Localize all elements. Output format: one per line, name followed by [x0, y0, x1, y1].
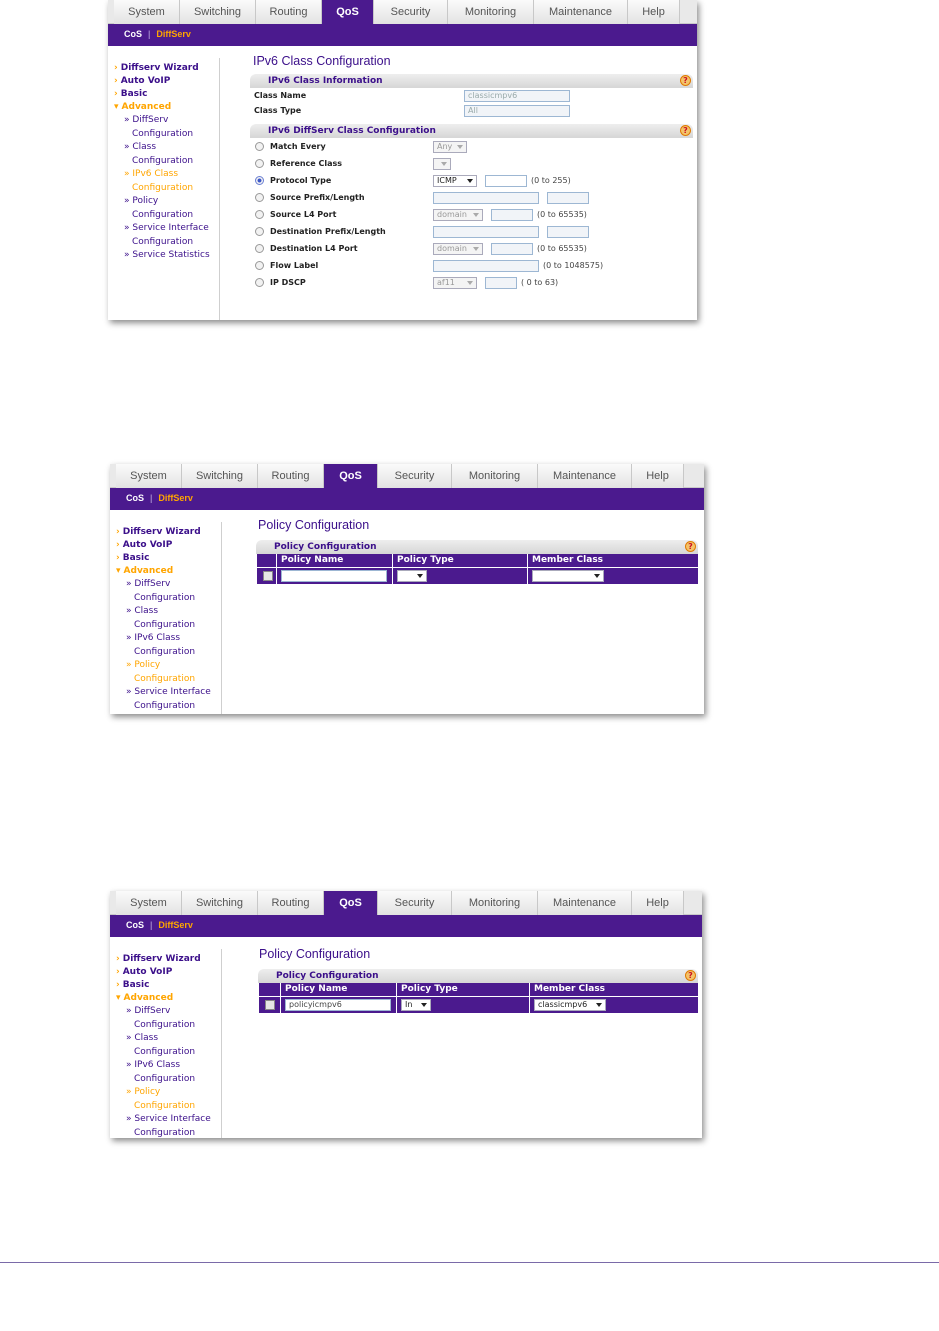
chevron-down-icon	[596, 1003, 602, 1007]
member-class-cell	[528, 567, 699, 584]
reference-class-label: Reference Class	[270, 159, 343, 168]
sidebar-item-service-interface-cont[interactable]: Configuration	[132, 236, 194, 247]
sidebar-item-policy-config[interactable]: » Policy	[126, 1087, 161, 1097]
section-header	[250, 74, 693, 88]
dest-l4-select[interactable]: domain	[433, 243, 483, 255]
source-prefix-row	[250, 189, 693, 206]
class-name-field: classicmpv6	[464, 90, 570, 102]
policy-name-header: Policy Name	[277, 554, 393, 567]
ipv6-diffserv-class-section	[250, 124, 693, 291]
policy-config-section	[256, 540, 698, 584]
source-l4-row	[250, 206, 693, 223]
sidebar-item-class-config[interactable]: » Class	[126, 1033, 159, 1043]
class-type-label: Class Type	[254, 106, 302, 115]
sidebar	[110, 522, 222, 714]
policy-type-header: Policy Type	[393, 554, 528, 567]
policy-config-filled-screenshot	[110, 891, 702, 1138]
dest-l4-radio[interactable]	[255, 244, 264, 253]
tab-system[interactable]: System	[114, 0, 180, 24]
reference-class-radio[interactable]	[255, 159, 264, 168]
source-l4-select[interactable]: domain	[433, 209, 483, 221]
table-header-row	[259, 983, 699, 996]
class-type-row	[250, 103, 693, 118]
table-row	[257, 567, 699, 584]
section-title: Policy Configuration	[274, 542, 377, 552]
subnav-cos[interactable]: CoS	[126, 493, 144, 503]
main-tab-bar	[110, 464, 704, 488]
tab-maintenance[interactable]: Maintenance	[538, 464, 632, 488]
tab-switching[interactable]: Switching	[182, 891, 258, 915]
flow-label-label: Flow Label	[270, 261, 319, 270]
member-class-header: Member Class	[530, 983, 699, 996]
section-title: IPv6 DiffServ Class Configuration	[268, 126, 436, 136]
sub-navigation	[110, 488, 704, 510]
page-title: IPv6 Class Configuration	[253, 54, 391, 68]
sidebar-item-auto-voip[interactable]: › Auto VoIP	[116, 967, 173, 977]
chevron-down-icon	[417, 574, 423, 578]
sidebar-item-service-statistics[interactable]: » Service Statistics	[124, 250, 210, 260]
row-select-cell	[259, 996, 281, 1013]
member-class-header: Member Class	[528, 554, 699, 567]
sidebar-item-diffserv-config-cont[interactable]: Configuration	[132, 128, 194, 139]
ip-dscp-row	[250, 274, 693, 291]
sidebar-item-diffserv-config[interactable]: » DiffServ	[124, 115, 169, 125]
tab-switching[interactable]: Switching	[180, 0, 256, 24]
sidebar-item-service-interface-cont[interactable]: Configuration	[134, 700, 196, 711]
dest-l4-label: Destination L4 Port	[270, 244, 358, 253]
sub-navigation	[108, 24, 697, 46]
subnav-diffserv[interactable]: DiffServ	[158, 493, 193, 503]
row-checkbox[interactable]	[263, 571, 273, 581]
chevron-down-icon	[467, 179, 473, 183]
policy-type-cell	[393, 567, 528, 584]
help-icon[interactable]: ?	[685, 970, 696, 981]
sidebar-item-diffserv-config[interactable]: » DiffServ	[126, 579, 171, 589]
sidebar-item-advanced[interactable]: ▾ Advanced	[114, 102, 172, 112]
tab-switching[interactable]: Switching	[182, 464, 258, 488]
dest-prefix-row	[250, 223, 693, 240]
subnav-diffserv[interactable]: DiffServ	[156, 29, 191, 39]
subnav-separator: |	[148, 29, 151, 39]
sidebar-item-basic[interactable]: › Basic	[116, 553, 150, 563]
protocol-number-input[interactable]	[485, 175, 527, 187]
flow-label-input[interactable]	[433, 260, 539, 272]
table-header-row	[257, 554, 699, 567]
subnav-separator: |	[150, 920, 153, 930]
chevron-down-icon	[421, 1003, 427, 1007]
section-header	[250, 124, 693, 138]
subnav-diffserv[interactable]: DiffServ	[158, 920, 193, 930]
protocol-type-label: Protocol Type	[270, 176, 332, 185]
sidebar-item-class-config-cont[interactable]: Configuration	[134, 1046, 196, 1057]
protocol-range-hint: (0 to 255)	[531, 176, 571, 185]
tab-routing[interactable]: Routing	[258, 891, 324, 915]
tab-routing[interactable]: Routing	[258, 464, 324, 488]
dest-prefix-radio[interactable]	[255, 227, 264, 236]
tab-monitoring[interactable]: Monitoring	[448, 0, 534, 24]
chevron-down-icon	[467, 281, 473, 285]
sidebar-item-ipv6-class-config-cont[interactable]: Configuration	[134, 1073, 196, 1084]
policy-table	[256, 554, 698, 584]
dest-l4-input[interactable]	[491, 243, 533, 255]
tab-monitoring[interactable]: Monitoring	[452, 891, 538, 915]
sidebar-item-class-config-cont[interactable]: Configuration	[134, 619, 196, 630]
page-title: Policy Configuration	[259, 947, 371, 961]
match-every-label: Match Every	[270, 142, 326, 151]
ip-dscp-label: IP DSCP	[270, 278, 306, 287]
ip-dscp-hint: ( 0 to 63)	[521, 278, 559, 287]
tab-maintenance[interactable]: Maintenance	[534, 0, 628, 24]
match-every-row	[250, 138, 693, 155]
class-name-label: Class Name	[254, 91, 307, 100]
chevron-down-icon	[457, 145, 463, 149]
main-tab-bar	[108, 0, 697, 24]
source-l4-radio[interactable]	[255, 210, 264, 219]
protocol-type-select[interactable]: ICMP	[433, 175, 477, 187]
sidebar-item-service-interface[interactable]: » Service Interface	[126, 687, 211, 697]
tab-system[interactable]: System	[116, 464, 182, 488]
source-prefix-radio[interactable]	[255, 193, 264, 202]
sidebar-item-policy-config-cont[interactable]: Configuration	[134, 1100, 196, 1111]
source-l4-input[interactable]	[491, 209, 533, 221]
main-content	[224, 941, 702, 1138]
tab-routing[interactable]: Routing	[256, 0, 322, 24]
section-title: Policy Configuration	[276, 971, 379, 981]
sidebar	[108, 58, 220, 320]
page-divider	[0, 1262, 939, 1263]
sidebar-item-diffserv-wizard[interactable]: › Diffserv Wizard	[114, 63, 199, 73]
sidebar-item-class-config[interactable]: » Class	[126, 606, 159, 616]
sidebar-item-advanced[interactable]: ▾ Advanced	[116, 566, 174, 576]
subnav-cos[interactable]: CoS	[124, 29, 142, 39]
main-content	[220, 50, 697, 320]
reference-class-row	[250, 155, 693, 172]
sidebar-item-ipv6-class-config[interactable]: » IPv6 Class	[124, 169, 179, 179]
tab-help[interactable]: Help	[628, 0, 680, 24]
sidebar-item-policy-config[interactable]: » Policy	[126, 660, 161, 670]
tab-system[interactable]: System	[116, 891, 182, 915]
dest-l4-hint: (0 to 65535)	[537, 244, 587, 253]
sidebar-item-auto-voip[interactable]: › Auto VoIP	[114, 76, 171, 86]
source-l4-hint: (0 to 65535)	[537, 210, 587, 219]
subnav-cos[interactable]: CoS	[126, 920, 144, 930]
sidebar-item-basic[interactable]: › Basic	[116, 980, 150, 990]
policy-name-input[interactable]: policyicmpv6	[285, 999, 391, 1011]
sidebar-item-diffserv-config-cont[interactable]: Configuration	[134, 592, 196, 603]
sidebar	[110, 949, 222, 1138]
sidebar-item-policy-config[interactable]: » Policy	[124, 196, 159, 206]
ip-dscp-select[interactable]: af11	[433, 277, 477, 289]
sidebar-item-ipv6-class-config[interactable]: » IPv6 Class	[126, 633, 181, 643]
policy-name-cell	[281, 996, 397, 1013]
sidebar-item-basic[interactable]: › Basic	[114, 89, 148, 99]
policy-type-cell	[397, 996, 530, 1013]
help-icon[interactable]: ?	[680, 125, 691, 136]
sidebar-item-diffserv-config-cont[interactable]: Configuration	[134, 1019, 196, 1030]
protocol-type-row	[250, 172, 693, 189]
sidebar-item-diffserv-config[interactable]: » DiffServ	[126, 1006, 171, 1016]
select-column-header	[259, 983, 281, 996]
section-title: IPv6 Class Information	[268, 76, 383, 86]
row-select-cell	[257, 567, 277, 584]
section-header	[258, 969, 698, 983]
match-every-select[interactable]: Any	[433, 141, 467, 153]
tab-monitoring[interactable]: Monitoring	[452, 464, 538, 488]
tab-qos[interactable]: QoS	[324, 891, 378, 915]
tab-help[interactable]: Help	[632, 464, 684, 488]
ip-dscp-input[interactable]	[485, 277, 517, 289]
flow-label-radio[interactable]	[255, 261, 264, 270]
sidebar-item-policy-config-cont[interactable]: Configuration	[132, 209, 194, 220]
sidebar-item-ipv6-class-config[interactable]: » IPv6 Class	[126, 1060, 181, 1070]
row-checkbox[interactable]	[265, 1000, 275, 1010]
chevron-down-icon	[473, 213, 479, 217]
sidebar-item-auto-voip[interactable]: › Auto VoIP	[116, 540, 173, 550]
tab-security[interactable]: Security	[374, 0, 448, 24]
sidebar-item-service-interface[interactable]: » Service Interface	[124, 223, 209, 233]
help-icon[interactable]: ?	[685, 541, 696, 552]
ipv6-class-info-section	[250, 74, 693, 118]
tab-maintenance[interactable]: Maintenance	[538, 891, 632, 915]
tab-qos[interactable]: QoS	[322, 0, 374, 24]
flow-label-row	[250, 257, 693, 274]
tab-security[interactable]: Security	[378, 464, 452, 488]
tab-security[interactable]: Security	[378, 891, 452, 915]
section-header	[256, 540, 698, 554]
chevron-down-icon	[441, 162, 447, 166]
ip-dscp-radio[interactable]	[255, 278, 264, 287]
sidebar-item-class-config[interactable]: » Class	[124, 142, 157, 152]
sidebar-item-advanced[interactable]: ▾ Advanced	[116, 993, 174, 1003]
member-class-select[interactable]: classicmpv6	[534, 999, 606, 1011]
class-name-row	[250, 88, 693, 103]
policy-type-select[interactable]	[397, 570, 427, 582]
sidebar-item-diffserv-wizard[interactable]: › Diffserv Wizard	[116, 527, 201, 537]
dest-length-input[interactable]	[547, 226, 589, 238]
chevron-down-icon	[594, 574, 600, 578]
tab-help[interactable]: Help	[632, 891, 684, 915]
member-class-select[interactable]	[532, 570, 604, 582]
main-content	[224, 514, 704, 714]
sidebar-item-class-config-cont[interactable]: Configuration	[132, 155, 194, 166]
policy-type-select[interactable]: In	[401, 999, 431, 1011]
sub-navigation	[110, 915, 702, 937]
match-every-radio[interactable]	[255, 142, 264, 151]
dest-prefix-input[interactable]	[433, 226, 539, 238]
chevron-down-icon	[473, 247, 479, 251]
main-tab-bar	[110, 891, 702, 915]
source-l4-label: Source L4 Port	[270, 210, 337, 219]
select-column-header	[257, 554, 277, 567]
member-class-cell	[530, 996, 699, 1013]
policy-name-header: Policy Name	[281, 983, 397, 996]
policy-name-input[interactable]	[281, 570, 387, 582]
policy-name-cell	[277, 567, 393, 584]
sidebar-item-service-interface-cont[interactable]: Configuration	[134, 1127, 196, 1138]
flow-label-hint: (0 to 1048575)	[543, 261, 604, 270]
source-prefix-label: Source Prefix/Length	[270, 193, 365, 202]
dest-l4-row	[250, 240, 693, 257]
policy-table	[258, 983, 698, 1013]
policy-config-empty-screenshot	[110, 464, 704, 714]
sidebar-item-ipv6-class-config-cont[interactable]: Configuration	[132, 182, 194, 193]
policy-type-header: Policy Type	[397, 983, 530, 996]
class-type-field: All	[464, 105, 570, 117]
table-row	[259, 996, 699, 1013]
sidebar-item-ipv6-class-config-cont[interactable]: Configuration	[134, 646, 196, 657]
source-prefix-input[interactable]	[433, 192, 539, 204]
sidebar-item-policy-config-cont[interactable]: Configuration	[134, 673, 196, 684]
help-icon[interactable]: ?	[680, 75, 691, 86]
sidebar-item-diffserv-wizard[interactable]: › Diffserv Wizard	[116, 954, 201, 964]
dest-prefix-label: Destination Prefix/Length	[270, 227, 386, 236]
reference-class-select[interactable]	[433, 158, 451, 170]
tab-qos[interactable]: QoS	[324, 464, 378, 488]
page-title: Policy Configuration	[258, 518, 370, 532]
sidebar-item-service-interface[interactable]: » Service Interface	[126, 1114, 211, 1124]
protocol-type-radio[interactable]	[255, 176, 264, 185]
source-length-input[interactable]	[547, 192, 589, 204]
ipv6-class-config-screenshot	[108, 0, 697, 320]
policy-config-section	[258, 969, 698, 1013]
subnav-separator: |	[150, 493, 153, 503]
